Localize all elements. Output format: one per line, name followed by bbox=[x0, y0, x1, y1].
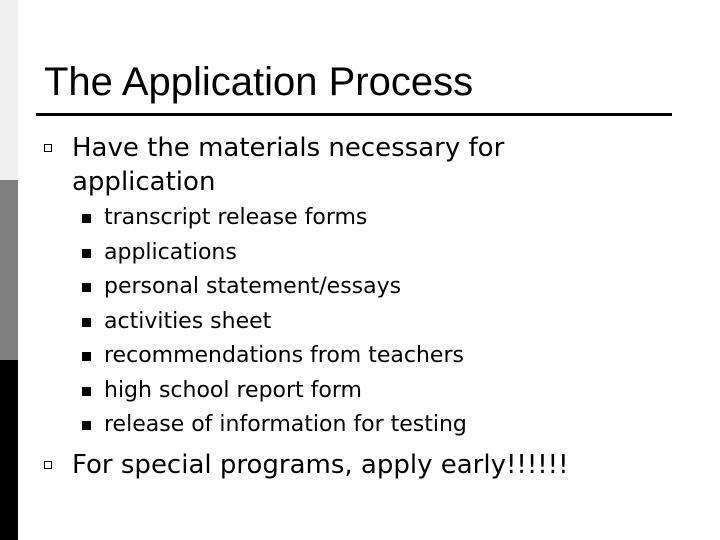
list-item-text: high school report form bbox=[104, 377, 362, 403]
filled-square-bullet-icon bbox=[82, 387, 91, 396]
list-item-text: transcript release forms bbox=[104, 205, 368, 230]
filled-square-bullet-icon bbox=[82, 352, 91, 361]
list-item-text: activities sheet bbox=[104, 308, 272, 334]
list-item-text: release of information for testing bbox=[104, 412, 467, 437]
filled-square-bullet-icon bbox=[82, 249, 91, 258]
hollow-square-bullet-icon bbox=[44, 144, 52, 152]
decorative-side-bar bbox=[0, 0, 18, 540]
side-bar-black-segment bbox=[0, 360, 18, 540]
list-item-text: personal statement/essays bbox=[104, 274, 402, 299]
side-bar-light-segment bbox=[0, 0, 18, 180]
filled-square-bullet-icon bbox=[82, 421, 91, 430]
hollow-square-bullet-icon bbox=[44, 461, 52, 469]
filled-square-bullet-icon bbox=[82, 318, 91, 327]
list-item-text: recommendations from teachers bbox=[104, 343, 464, 368]
bullet-special-programs-text: For special programs, apply early!!!!!! bbox=[72, 450, 569, 480]
list-item-text: applications bbox=[104, 239, 237, 265]
title-underline bbox=[36, 113, 672, 116]
filled-square-bullet-icon bbox=[82, 283, 91, 292]
filled-square-bullet-icon bbox=[82, 214, 91, 223]
slide-title: The Application Process bbox=[44, 60, 474, 104]
bullet-materials-text: Have the materials necessary for application bbox=[72, 133, 505, 197]
side-bar-gray-segment bbox=[0, 180, 18, 360]
